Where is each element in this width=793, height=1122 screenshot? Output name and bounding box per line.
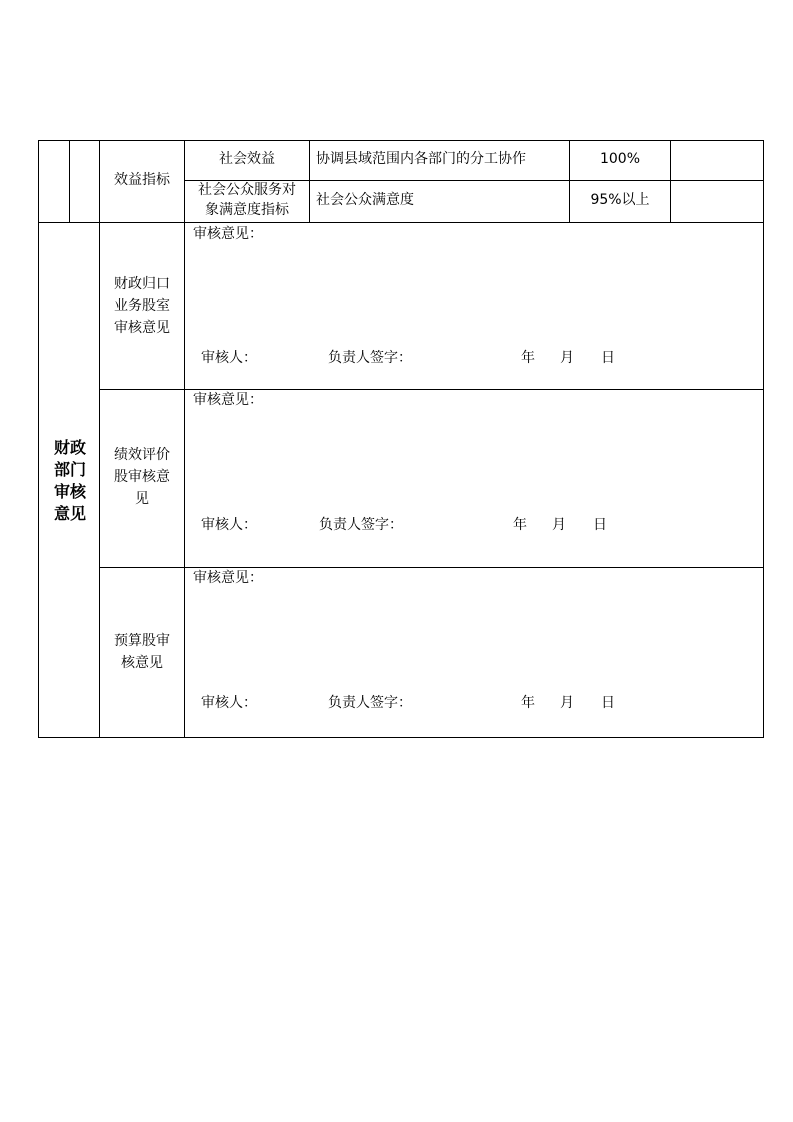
review-3-day: 日	[601, 695, 615, 711]
benefit-indicator-satisfaction: 社会公众满意度	[316, 192, 414, 208]
review-1-day: 日	[601, 350, 615, 366]
review-3-reviewer-label: 审核人：	[201, 695, 257, 711]
review-2-opinion-label: 审核意见：	[193, 392, 263, 408]
finance-row-divider-2	[99, 567, 764, 568]
review-2-label-line-1: 绩效评价	[114, 447, 170, 463]
department-label-line-2: 部门	[53, 460, 86, 479]
finance-row-divider-1	[99, 389, 764, 390]
finance-department-label	[40, 437, 100, 525]
review-3-label-line-2: 核意见	[121, 655, 163, 671]
review-3-signature-label: 负责人签字：	[328, 695, 412, 711]
table-right-border	[763, 140, 764, 738]
table-left-border	[38, 140, 39, 738]
review-2-label-line-2: 股审核意	[114, 469, 170, 485]
review-1-label-line-1: 财政归口	[114, 276, 170, 292]
department-label-line-1: 财政	[53, 438, 86, 457]
review-2-signature-label: 负责人签字：	[319, 517, 403, 533]
review-3-label-line-1: 预算股审	[114, 633, 170, 649]
finance-col-2	[184, 222, 185, 738]
review-2-label-line-3: 见	[135, 491, 149, 507]
review-2-reviewer-label: 审核人：	[201, 517, 257, 533]
table-bottom-border	[38, 737, 764, 738]
benefit-col-6	[670, 140, 671, 223]
benefit-category-label: 效益指标	[114, 172, 170, 188]
review-1-signature-label: 负责人签字：	[328, 350, 412, 366]
review-1-label-line-2: 业务股室	[114, 298, 170, 314]
benefit-subcategory-satisfaction-line1: 社会公众服务对	[198, 182, 296, 198]
department-label-line-4: 意见	[53, 504, 86, 523]
benefit-section-bottom	[38, 222, 764, 223]
review-3-year: 年	[521, 695, 535, 711]
benefit-indicator-coordination: 协调县域范围内各部门的分工协作	[316, 151, 526, 167]
review-2-year: 年	[513, 517, 527, 533]
benefit-subcategory-social: 社会效益	[219, 151, 275, 167]
review-1-month: 月	[560, 350, 574, 366]
benefit-col-1	[69, 140, 70, 223]
department-label-line-3: 审核	[53, 482, 86, 501]
review-3-opinion-label: 审核意见：	[193, 570, 263, 586]
table-top-border	[38, 140, 764, 141]
review-1-opinion-label: 审核意见：	[193, 226, 263, 242]
review-2-month: 月	[552, 517, 566, 533]
review-1-reviewer-label: 审核人：	[201, 350, 257, 366]
review-1-year: 年	[521, 350, 535, 366]
benefit-subcategory-satisfaction-line2: 象满意度指标	[205, 202, 289, 218]
review-2-day: 日	[593, 517, 607, 533]
benefit-col-4	[309, 140, 310, 223]
benefit-value-100: 100%	[599, 151, 641, 167]
review-3-month: 月	[560, 695, 574, 711]
review-1-label-line-3: 审核意见	[114, 320, 170, 336]
benefit-value-95: 95%以上	[590, 192, 650, 208]
